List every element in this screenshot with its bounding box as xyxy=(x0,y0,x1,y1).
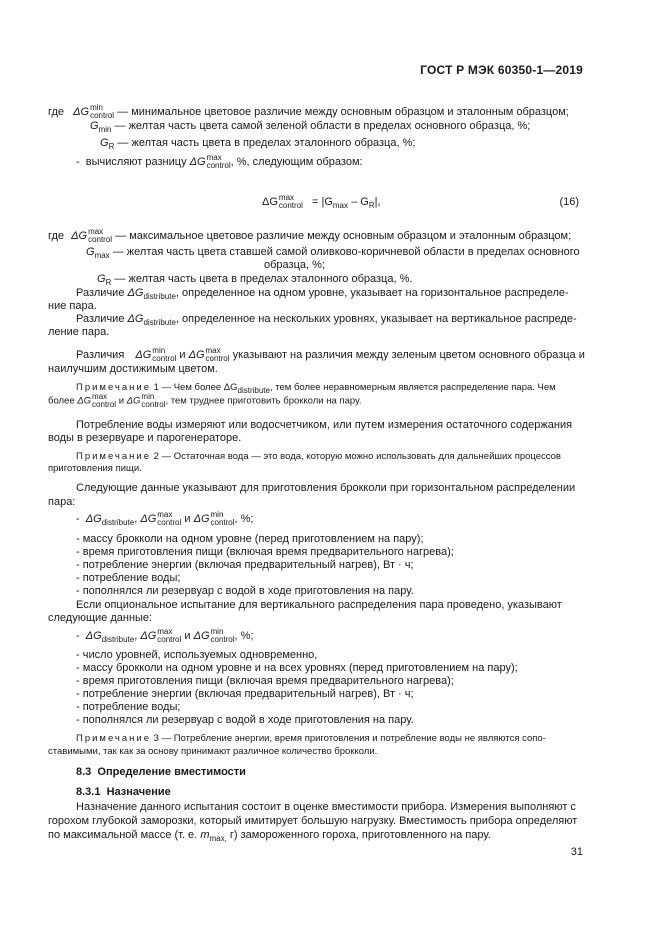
list-item: - потребление воды; xyxy=(76,572,181,584)
paragraph: Следующие данные указывают для приготовления брокколи при горизонтальном распределении xyxy=(76,482,576,494)
note-2-cont: приготовления пищи. xyxy=(48,463,142,474)
paragraph-cont: воды в резервуаре и парогенераторе. xyxy=(48,432,242,444)
list-item: - пополнялся ли резервуар с водой в ходе приготовления на пару. xyxy=(76,585,414,597)
list-item: - пополнялся ли резервуар с водой в ходе приготовления на пару. xyxy=(76,714,414,726)
definition-line: где ΔG max control — максимальное цветовое различие между основным образцом и эталонным образцом; xyxy=(48,227,572,244)
note-1: Примечание 1 — Чем более $\Delta G_{distribute}$, тем более неравномерным является распределение пара. Чем xyxy=(76,382,556,395)
paragraph: Назначение данного испытания состоит в оценке вместимости прибора. Измерения выполняют с xyxy=(76,801,576,813)
list-item: - потребление энергии (включая предварительный нагрев), Вт · ч; xyxy=(76,688,414,700)
definition-line: $G_R$ — желтая часть цвета в пределах эталонного образца, %. xyxy=(97,273,413,287)
paragraph: Потребление воды измеряют или водосчетчиком, или путем измерения остаточного содержания xyxy=(76,419,573,431)
note-2: Примечание 2 — Остаточная вода — это вода, которую можно использовать для дальнейших процессов xyxy=(76,451,561,462)
subsection-heading: 8.3.1 Назначение xyxy=(76,786,171,798)
list-item: - массу брокколи на одном уровне (перед приготовлением на пару); xyxy=(76,533,424,545)
paragraph-cont: горохом глубокой заморозки, который имитирует большую нагрузку. Вместимость прибора определяют xyxy=(48,815,578,827)
document-header: ГОСТ Р МЭК 60350-1—2019 xyxy=(420,63,583,77)
note-1-cont: более ΔG max control и ΔG min control , тем труднее приготовить брокколи на пару. xyxy=(48,392,362,409)
definition-line: $G_{max}$ — желтая часть цвета ставшей самой оливково-коричневой области в пределах основного xyxy=(86,246,580,260)
note-3-cont: ставимыми, так как за основу принимают различное количество брокколи. xyxy=(48,746,378,757)
calc-line: - вычисляют разницу ΔG max control , %, следующим образом: xyxy=(76,153,363,170)
list-item: - $\Delta G_{distribute}$, ΔG max control и ΔG min control , %; xyxy=(76,510,254,527)
page-number: 31 xyxy=(570,846,583,858)
paragraph: Различие $\Delta G_{distribute}$, определенное на нескольких уровнях, указывает на вертикальное распреде- xyxy=(76,313,577,327)
list-item: - число уровней, используемых одновременно, xyxy=(76,649,318,661)
definition-line: $G_R$ — желтая часть цвета в пределах эталонного образца, %; xyxy=(100,137,416,151)
note-3: Примечание 3 — Потребление энергии, время приготовления и потребление воды не являются сопо- xyxy=(76,733,546,744)
paragraph: Если опциональное испытание для вертикального распределения пара проведено, указывают xyxy=(76,599,562,611)
list-item: - потребление энергии (включая предварительный нагрев), Вт · ч; xyxy=(76,559,414,571)
list-item: - $\Delta G_{distribute}$, ΔG max control и ΔG min control , %; xyxy=(76,627,254,644)
paragraph-cont: по максимальной массе (т. е. $m_{max,}$ г) замороженного гороха, приготовленного на пару. xyxy=(48,829,491,843)
paragraph-cont: ние пара. xyxy=(48,300,97,312)
list-item: - массу брокколи на одном уровне и на всех уровнях (перед приготовлением на пару); xyxy=(76,662,518,674)
paragraph-cont: следующие данные: xyxy=(48,612,153,624)
paragraph-cont: наилучшим достижимым цветом. xyxy=(48,363,218,375)
list-item: - время приготовления пищи (включая время предварительного нагрева); xyxy=(76,546,454,558)
paragraph-cont: ление пара. xyxy=(48,326,110,338)
equation-16: ΔG max control = $|G_{max} - G_R|$, xyxy=(262,193,381,210)
definition-line: $G_{min}$ — желтая часть цвета самой зеленой области в пределах основного образца, %; xyxy=(90,120,531,134)
section-heading: 8.3 Определение вместимости xyxy=(76,766,246,778)
equation-number: (16) xyxy=(559,196,579,208)
paragraph-cont: пара: xyxy=(48,496,76,508)
paragraph: Различия ΔG min control и ΔG max control указывают на различия между зеленым цветом основного образца и xyxy=(76,346,585,363)
paragraph: Различие $\Delta G_{distribute}$, определенное на одном уровне, указывает на горизонтальное распределе- xyxy=(76,287,569,301)
definition-line: где ΔG min control — минимальное цветовое различие между основным образцом и эталонным образцом; xyxy=(48,103,569,120)
list-item: - потребление воды; xyxy=(76,701,181,713)
definition-cont: образца, %; xyxy=(264,259,325,271)
list-item: - время приготовления пищи (включая время предварительного нагрева); xyxy=(76,675,454,687)
